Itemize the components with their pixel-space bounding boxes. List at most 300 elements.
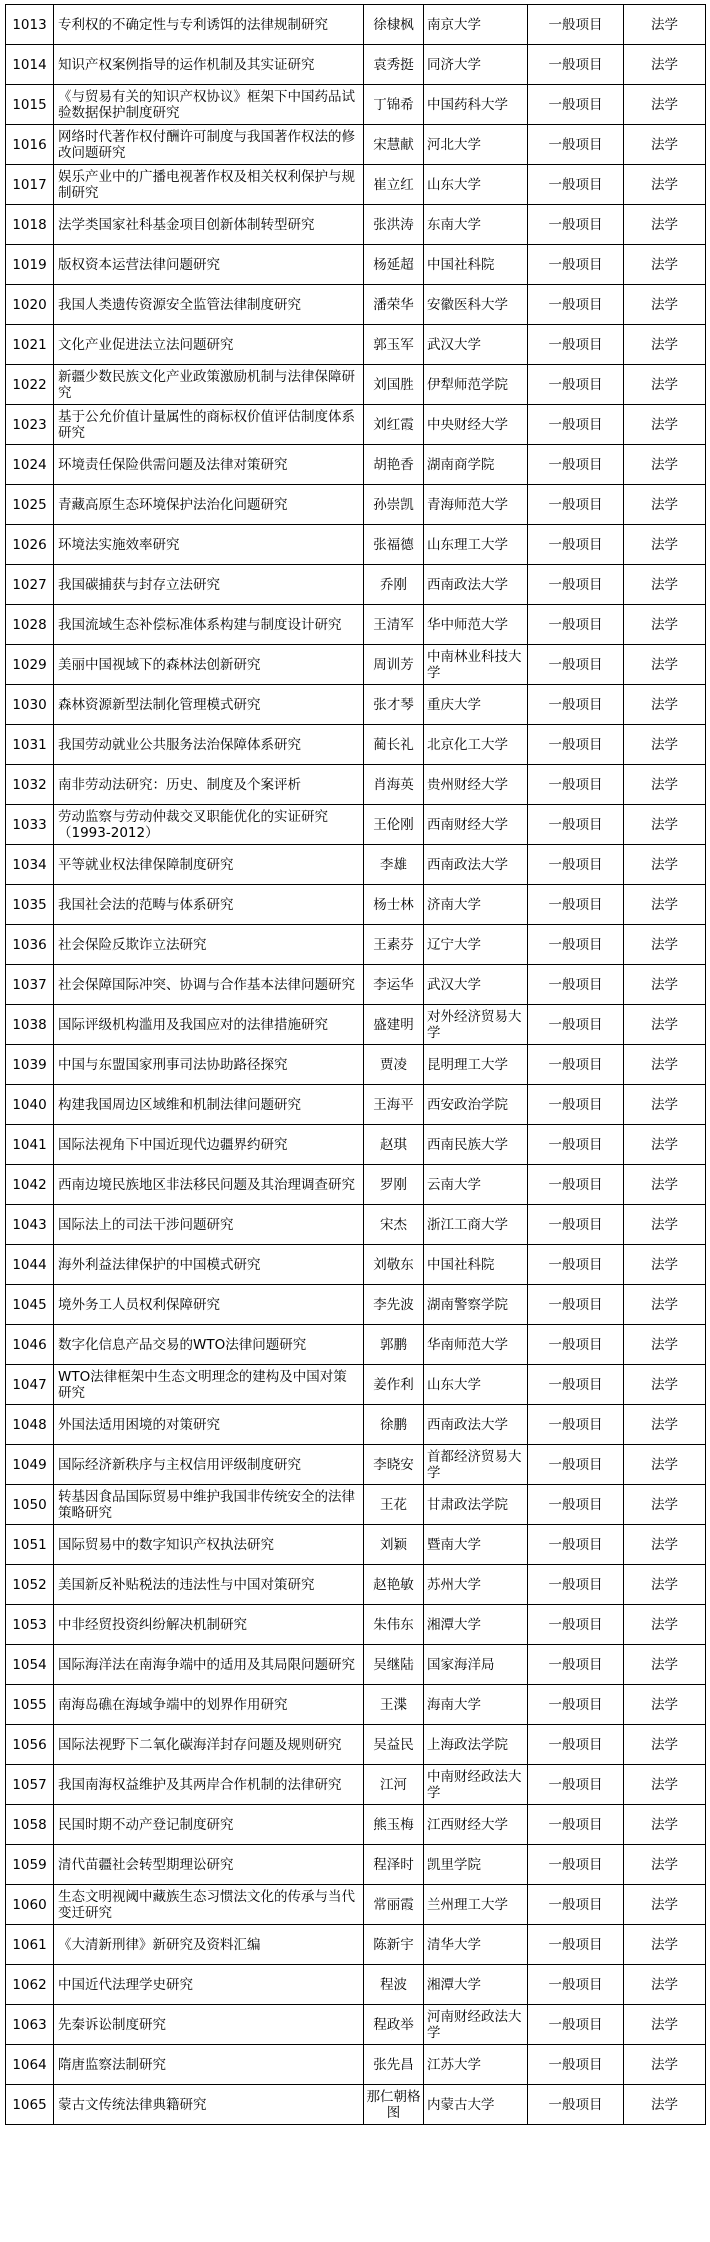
project-discipline: 法学 [624, 1645, 706, 1685]
project-title: 社会保障国际冲突、协调与合作基本法律问题研究 [54, 965, 364, 1005]
project-institution: 西南财经大学 [424, 805, 528, 845]
project-type: 一般项目 [528, 1325, 624, 1365]
table-row [6, 1725, 706, 1765]
project-discipline: 法学 [624, 45, 706, 85]
table-row [6, 1885, 706, 1925]
project-title: 平等就业权法律保障制度研究 [54, 845, 364, 885]
project-leader: 程政举 [364, 2005, 424, 2045]
project-institution: 中国社科院 [424, 245, 528, 285]
project-discipline: 法学 [624, 565, 706, 605]
project-discipline: 法学 [624, 325, 706, 365]
table-row [6, 1845, 706, 1885]
project-leader: 张洪涛 [364, 205, 424, 245]
table-row [6, 485, 706, 525]
project-discipline: 法学 [624, 525, 706, 565]
table-row [6, 445, 706, 485]
project-type: 一般项目 [528, 1365, 624, 1405]
project-type: 一般项目 [528, 485, 624, 525]
project-leader: 王伦刚 [364, 805, 424, 845]
project-title: 网络时代著作权付酬许可制度与我国著作权法的修改问题研究 [54, 125, 364, 165]
table-row [6, 205, 706, 245]
project-type: 一般项目 [528, 445, 624, 485]
project-discipline: 法学 [624, 485, 706, 525]
project-discipline: 法学 [624, 1925, 706, 1965]
project-discipline: 法学 [624, 725, 706, 765]
project-type: 一般项目 [528, 645, 624, 685]
project-leader: 肖海英 [364, 765, 424, 805]
project-discipline: 法学 [624, 2005, 706, 2045]
project-institution: 北京化工大学 [424, 725, 528, 765]
project-number: 1065 [6, 2085, 54, 2125]
project-institution: 江苏大学 [424, 2045, 528, 2085]
project-institution: 对外经济贸易大学 [424, 1005, 528, 1045]
project-discipline: 法学 [624, 1325, 706, 1365]
project-number: 1022 [6, 365, 54, 405]
project-institution: 中南林业科技大学 [424, 645, 528, 685]
project-institution: 重庆大学 [424, 685, 528, 725]
project-institution: 山东大学 [424, 1365, 528, 1405]
table-row [6, 365, 706, 405]
project-title: 国际经济新秩序与主权信用评级制度研究 [54, 1445, 364, 1485]
project-number: 1015 [6, 85, 54, 125]
project-institution: 贵州财经大学 [424, 765, 528, 805]
project-title: 森林资源新型法制化管理模式研究 [54, 685, 364, 725]
project-number: 1042 [6, 1165, 54, 1205]
project-number: 1021 [6, 325, 54, 365]
table-row [6, 245, 706, 285]
table-row [6, 885, 706, 925]
table-row [6, 1485, 706, 1525]
project-discipline: 法学 [624, 1845, 706, 1885]
project-number: 1023 [6, 405, 54, 445]
project-institution: 甘肃政法学院 [424, 1485, 528, 1525]
project-leader: 刘国胜 [364, 365, 424, 405]
project-institution: 西南政法大学 [424, 565, 528, 605]
table-row [6, 645, 706, 685]
project-institution: 伊犁师范学院 [424, 365, 528, 405]
project-type: 一般项目 [528, 1205, 624, 1245]
project-title: 我国碳捕获与封存立法研究 [54, 565, 364, 605]
project-type: 一般项目 [528, 1165, 624, 1205]
project-leader: 郭鹏 [364, 1325, 424, 1365]
project-leader: 张福德 [364, 525, 424, 565]
project-title: 国际贸易中的数字知识产权执法研究 [54, 1525, 364, 1565]
project-institution: 湘潭大学 [424, 1605, 528, 1645]
table-row [6, 845, 706, 885]
project-discipline: 法学 [624, 805, 706, 845]
project-number: 1051 [6, 1525, 54, 1565]
project-type: 一般项目 [528, 405, 624, 445]
project-institution: 兰州理工大学 [424, 1885, 528, 1925]
table-row [6, 965, 706, 1005]
project-leader: 刘颖 [364, 1525, 424, 1565]
table-row [6, 325, 706, 365]
table-row [6, 565, 706, 605]
table-row [6, 1685, 706, 1725]
table-row [6, 1285, 706, 1325]
project-discipline: 法学 [624, 685, 706, 725]
project-leader: 袁秀挺 [364, 45, 424, 85]
table-row [6, 2005, 706, 2045]
project-leader: 张先昌 [364, 2045, 424, 2085]
project-type: 一般项目 [528, 85, 624, 125]
project-leader: 刘红霞 [364, 405, 424, 445]
project-discipline: 法学 [624, 965, 706, 1005]
table-row [6, 725, 706, 765]
project-leader: 常丽霞 [364, 1885, 424, 1925]
table-row [6, 805, 706, 845]
project-title: 中非经贸投资纠纷解决机制研究 [54, 1605, 364, 1645]
project-leader: 赵艳敏 [364, 1565, 424, 1605]
project-title: 国际法上的司法干涉问题研究 [54, 1205, 364, 1245]
project-number: 1049 [6, 1445, 54, 1485]
project-number: 1063 [6, 2005, 54, 2045]
table-row [6, 1565, 706, 1605]
project-discipline: 法学 [624, 1885, 706, 1925]
project-title: 社会保险反欺诈立法研究 [54, 925, 364, 965]
project-title: 先秦诉讼制度研究 [54, 2005, 364, 2045]
project-institution: 昆明理工大学 [424, 1045, 528, 1085]
project-title: 知识产权案例指导的运作机制及其实证研究 [54, 45, 364, 85]
project-leader: 陈新宇 [364, 1925, 424, 1965]
table-row [6, 1445, 706, 1485]
project-leader: 江河 [364, 1765, 424, 1805]
project-leader: 王渫 [364, 1685, 424, 1725]
project-institution: 同济大学 [424, 45, 528, 85]
project-leader: 熊玉梅 [364, 1805, 424, 1845]
project-leader: 那仁朝格图 [364, 2085, 424, 2125]
project-type: 一般项目 [528, 1245, 624, 1285]
project-institution: 山东理工大学 [424, 525, 528, 565]
project-type: 一般项目 [528, 1685, 624, 1725]
project-institution: 湖南警察学院 [424, 1285, 528, 1325]
project-type: 一般项目 [528, 1925, 624, 1965]
project-title: 南海岛礁在海域争端中的划界作用研究 [54, 1685, 364, 1725]
table-row [6, 1325, 706, 1365]
project-number: 1056 [6, 1725, 54, 1765]
project-number: 1040 [6, 1085, 54, 1125]
project-institution: 中国药科大学 [424, 85, 528, 125]
project-discipline: 法学 [624, 5, 706, 45]
project-type: 一般项目 [528, 2085, 624, 2125]
project-number: 1046 [6, 1325, 54, 1365]
project-number: 1041 [6, 1125, 54, 1165]
project-type: 一般项目 [528, 285, 624, 325]
project-discipline: 法学 [624, 165, 706, 205]
project-discipline: 法学 [624, 605, 706, 645]
project-leader: 郭玉军 [364, 325, 424, 365]
table-body [6, 5, 706, 2125]
project-title: 海外利益法律保护的中国模式研究 [54, 1245, 364, 1285]
project-type: 一般项目 [528, 1885, 624, 1925]
project-type: 一般项目 [528, 725, 624, 765]
project-leader: 乔刚 [364, 565, 424, 605]
table-row [6, 1965, 706, 2005]
project-number: 1064 [6, 2045, 54, 2085]
project-number: 1044 [6, 1245, 54, 1285]
project-number: 1027 [6, 565, 54, 605]
project-type: 一般项目 [528, 5, 624, 45]
project-leader: 李运华 [364, 965, 424, 1005]
project-institution: 中南财经政法大学 [424, 1765, 528, 1805]
project-number: 1045 [6, 1285, 54, 1325]
project-institution: 国家海洋局 [424, 1645, 528, 1685]
project-title: 民国时期不动产登记制度研究 [54, 1805, 364, 1845]
project-title: 新疆少数民族文化产业政策激励机制与法律保障研究 [54, 365, 364, 405]
project-title: 西南边境民族地区非法移民问题及其治理调查研究 [54, 1165, 364, 1205]
project-institution: 南京大学 [424, 5, 528, 45]
project-title: 我国南海权益维护及其两岸合作机制的法律研究 [54, 1765, 364, 1805]
project-type: 一般项目 [528, 965, 624, 1005]
table-row [6, 1645, 706, 1685]
project-institution: 山东大学 [424, 165, 528, 205]
project-leader: 胡艳香 [364, 445, 424, 485]
project-type: 一般项目 [528, 1805, 624, 1845]
project-discipline: 法学 [624, 1405, 706, 1445]
table-row [6, 1525, 706, 1565]
project-number: 1028 [6, 605, 54, 645]
project-title: 我国社会法的范畴与体系研究 [54, 885, 364, 925]
project-type: 一般项目 [528, 1285, 624, 1325]
project-institution: 上海政法学院 [424, 1725, 528, 1765]
project-discipline: 法学 [624, 85, 706, 125]
project-number: 1017 [6, 165, 54, 205]
project-leader: 李雄 [364, 845, 424, 885]
project-type: 一般项目 [528, 1525, 624, 1565]
table-row [6, 1365, 706, 1405]
project-discipline: 法学 [624, 1445, 706, 1485]
table-row [6, 1405, 706, 1445]
table-row [6, 1005, 706, 1045]
project-title: 法学类国家社科基金项目创新体制转型研究 [54, 205, 364, 245]
project-leader: 蔺长礼 [364, 725, 424, 765]
project-title: 国际法视野下二氧化碳海洋封存问题及规则研究 [54, 1725, 364, 1765]
project-leader: 张才琴 [364, 685, 424, 725]
project-leader: 孙崇凯 [364, 485, 424, 525]
project-number: 1047 [6, 1365, 54, 1405]
project-title: 国际海洋法在南海争端中的适用及其局限问题研究 [54, 1645, 364, 1685]
project-title: 境外务工人员权利保障研究 [54, 1285, 364, 1325]
project-title: 文化产业促进法立法问题研究 [54, 325, 364, 365]
project-leader: 崔立红 [364, 165, 424, 205]
project-institution: 内蒙古大学 [424, 2085, 528, 2125]
project-type: 一般项目 [528, 2045, 624, 2085]
project-institution: 海南大学 [424, 1685, 528, 1725]
project-discipline: 法学 [624, 765, 706, 805]
project-title: 隋唐监察法制研究 [54, 2045, 364, 2085]
table-row [6, 165, 706, 205]
project-discipline: 法学 [624, 1685, 706, 1725]
project-leader: 赵琪 [364, 1125, 424, 1165]
project-type: 一般项目 [528, 245, 624, 285]
project-number: 1026 [6, 525, 54, 565]
project-number: 1060 [6, 1885, 54, 1925]
project-number: 1053 [6, 1605, 54, 1645]
table-row [6, 125, 706, 165]
project-leader: 李先波 [364, 1285, 424, 1325]
project-institution: 西南政法大学 [424, 845, 528, 885]
project-title: 国际法视角下中国近现代边疆界约研究 [54, 1125, 364, 1165]
project-discipline: 法学 [624, 405, 706, 445]
table-row [6, 1165, 706, 1205]
project-type: 一般项目 [528, 165, 624, 205]
project-type: 一般项目 [528, 845, 624, 885]
project-type: 一般项目 [528, 1085, 624, 1125]
project-institution: 湖南商学院 [424, 445, 528, 485]
project-discipline: 法学 [624, 2085, 706, 2125]
project-institution: 华中师范大学 [424, 605, 528, 645]
table-row [6, 285, 706, 325]
project-title: 南非劳动法研究：历史、制度及个案评析 [54, 765, 364, 805]
project-number: 1035 [6, 885, 54, 925]
project-discipline: 法学 [624, 125, 706, 165]
table-row [6, 685, 706, 725]
project-discipline: 法学 [624, 885, 706, 925]
project-number: 1013 [6, 5, 54, 45]
project-discipline: 法学 [624, 1805, 706, 1845]
project-leader: 丁锦希 [364, 85, 424, 125]
project-discipline: 法学 [624, 1485, 706, 1525]
project-number: 1033 [6, 805, 54, 845]
project-number: 1016 [6, 125, 54, 165]
project-discipline: 法学 [624, 1245, 706, 1285]
project-title: 转基因食品国际贸易中维护我国非传统安全的法律策略研究 [54, 1485, 364, 1525]
project-title: 外国法适用困境的对策研究 [54, 1405, 364, 1445]
project-title: 蒙古文传统法律典籍研究 [54, 2085, 364, 2125]
project-leader: 吴继陆 [364, 1645, 424, 1685]
project-number: 1048 [6, 1405, 54, 1445]
project-discipline: 法学 [624, 205, 706, 245]
project-number: 1034 [6, 845, 54, 885]
project-discipline: 法学 [624, 1725, 706, 1765]
project-leader: 朱伟东 [364, 1605, 424, 1645]
project-number: 1030 [6, 685, 54, 725]
project-type: 一般项目 [528, 685, 624, 725]
project-leader: 周训芳 [364, 645, 424, 685]
project-number: 1032 [6, 765, 54, 805]
table-row [6, 5, 706, 45]
project-discipline: 法学 [624, 1005, 706, 1045]
project-leader: 王清军 [364, 605, 424, 645]
project-institution: 中国社科院 [424, 1245, 528, 1285]
table-row [6, 1125, 706, 1165]
table-row [6, 1805, 706, 1845]
table-row [6, 1605, 706, 1645]
project-title: 娱乐产业中的广播电视著作权及相关权利保护与规制研究 [54, 165, 364, 205]
table-row [6, 765, 706, 805]
project-leader: 宋杰 [364, 1205, 424, 1245]
project-discipline: 法学 [624, 1205, 706, 1245]
project-leader: 刘敬东 [364, 1245, 424, 1285]
project-number: 1020 [6, 285, 54, 325]
project-institution: 云南大学 [424, 1165, 528, 1205]
project-institution: 凯里学院 [424, 1845, 528, 1885]
project-leader: 杨士林 [364, 885, 424, 925]
project-type: 一般项目 [528, 605, 624, 645]
project-title: 美丽中国视域下的森林法创新研究 [54, 645, 364, 685]
project-type: 一般项目 [528, 1605, 624, 1645]
project-type: 一般项目 [528, 1005, 624, 1045]
project-number: 1019 [6, 245, 54, 285]
project-discipline: 法学 [624, 1165, 706, 1205]
project-type: 一般项目 [528, 525, 624, 565]
table-row [6, 1205, 706, 1245]
project-institution: 暨南大学 [424, 1525, 528, 1565]
table-row [6, 525, 706, 565]
project-title: 《与贸易有关的知识产权协议》框架下中国药品试验数据保护制度研究 [54, 85, 364, 125]
project-leader: 徐棣枫 [364, 5, 424, 45]
project-number: 1058 [6, 1805, 54, 1845]
project-type: 一般项目 [528, 1765, 624, 1805]
project-discipline: 法学 [624, 1565, 706, 1605]
project-leader: 杨延超 [364, 245, 424, 285]
table-row [6, 1925, 706, 1965]
project-leader: 吴益民 [364, 1725, 424, 1765]
table-row [6, 405, 706, 445]
project-discipline: 法学 [624, 1365, 706, 1405]
project-type: 一般项目 [528, 1445, 624, 1485]
project-number: 1062 [6, 1965, 54, 2005]
project-institution: 武汉大学 [424, 965, 528, 1005]
project-discipline: 法学 [624, 1605, 706, 1645]
project-discipline: 法学 [624, 365, 706, 405]
project-title: 数字化信息产品交易的WTO法律问题研究 [54, 1325, 364, 1365]
project-discipline: 法学 [624, 645, 706, 685]
project-leader: 程波 [364, 1965, 424, 2005]
project-number: 1024 [6, 445, 54, 485]
project-discipline: 法学 [624, 1085, 706, 1125]
project-title: 基于公允价值计量属性的商标权价值评估制度体系研究 [54, 405, 364, 445]
project-title: WTO法律框架中生态文明理念的建构及中国对策研究 [54, 1365, 364, 1405]
project-leader: 姜作利 [364, 1365, 424, 1405]
project-title: 版权资本运营法律问题研究 [54, 245, 364, 285]
project-discipline: 法学 [624, 285, 706, 325]
project-leader: 罗刚 [364, 1165, 424, 1205]
project-leader: 宋慧献 [364, 125, 424, 165]
project-institution: 河北大学 [424, 125, 528, 165]
project-discipline: 法学 [624, 1045, 706, 1085]
project-number: 1036 [6, 925, 54, 965]
project-institution: 辽宁大学 [424, 925, 528, 965]
table-row [6, 2085, 706, 2125]
table-row [6, 2045, 706, 2085]
project-title: 中国与东盟国家刑事司法协助路径探究 [54, 1045, 364, 1085]
project-institution: 济南大学 [424, 885, 528, 925]
project-institution: 武汉大学 [424, 325, 528, 365]
project-institution: 华南师范大学 [424, 1325, 528, 1365]
project-type: 一般项目 [528, 2005, 624, 2045]
project-type: 一般项目 [528, 125, 624, 165]
project-number: 1038 [6, 1005, 54, 1045]
project-institution: 西安政治学院 [424, 1085, 528, 1125]
project-list-table [5, 4, 706, 2125]
project-leader: 贾凌 [364, 1045, 424, 1085]
project-type: 一般项目 [528, 1725, 624, 1765]
table-row [6, 1045, 706, 1085]
table-row [6, 45, 706, 85]
project-number: 1059 [6, 1845, 54, 1885]
project-title: 我国流域生态补偿标准体系构建与制度设计研究 [54, 605, 364, 645]
project-number: 1025 [6, 485, 54, 525]
project-title: 美国新反补贴税法的违法性与中国对策研究 [54, 1565, 364, 1605]
project-discipline: 法学 [624, 1965, 706, 2005]
project-title: 劳动监察与劳动仲裁交叉职能优化的实证研究（1993-2012） [54, 805, 364, 845]
project-institution: 浙江工商大学 [424, 1205, 528, 1245]
project-type: 一般项目 [528, 1405, 624, 1445]
project-leader: 李晓安 [364, 1445, 424, 1485]
project-type: 一般项目 [528, 1485, 624, 1525]
project-leader: 徐鹏 [364, 1405, 424, 1445]
